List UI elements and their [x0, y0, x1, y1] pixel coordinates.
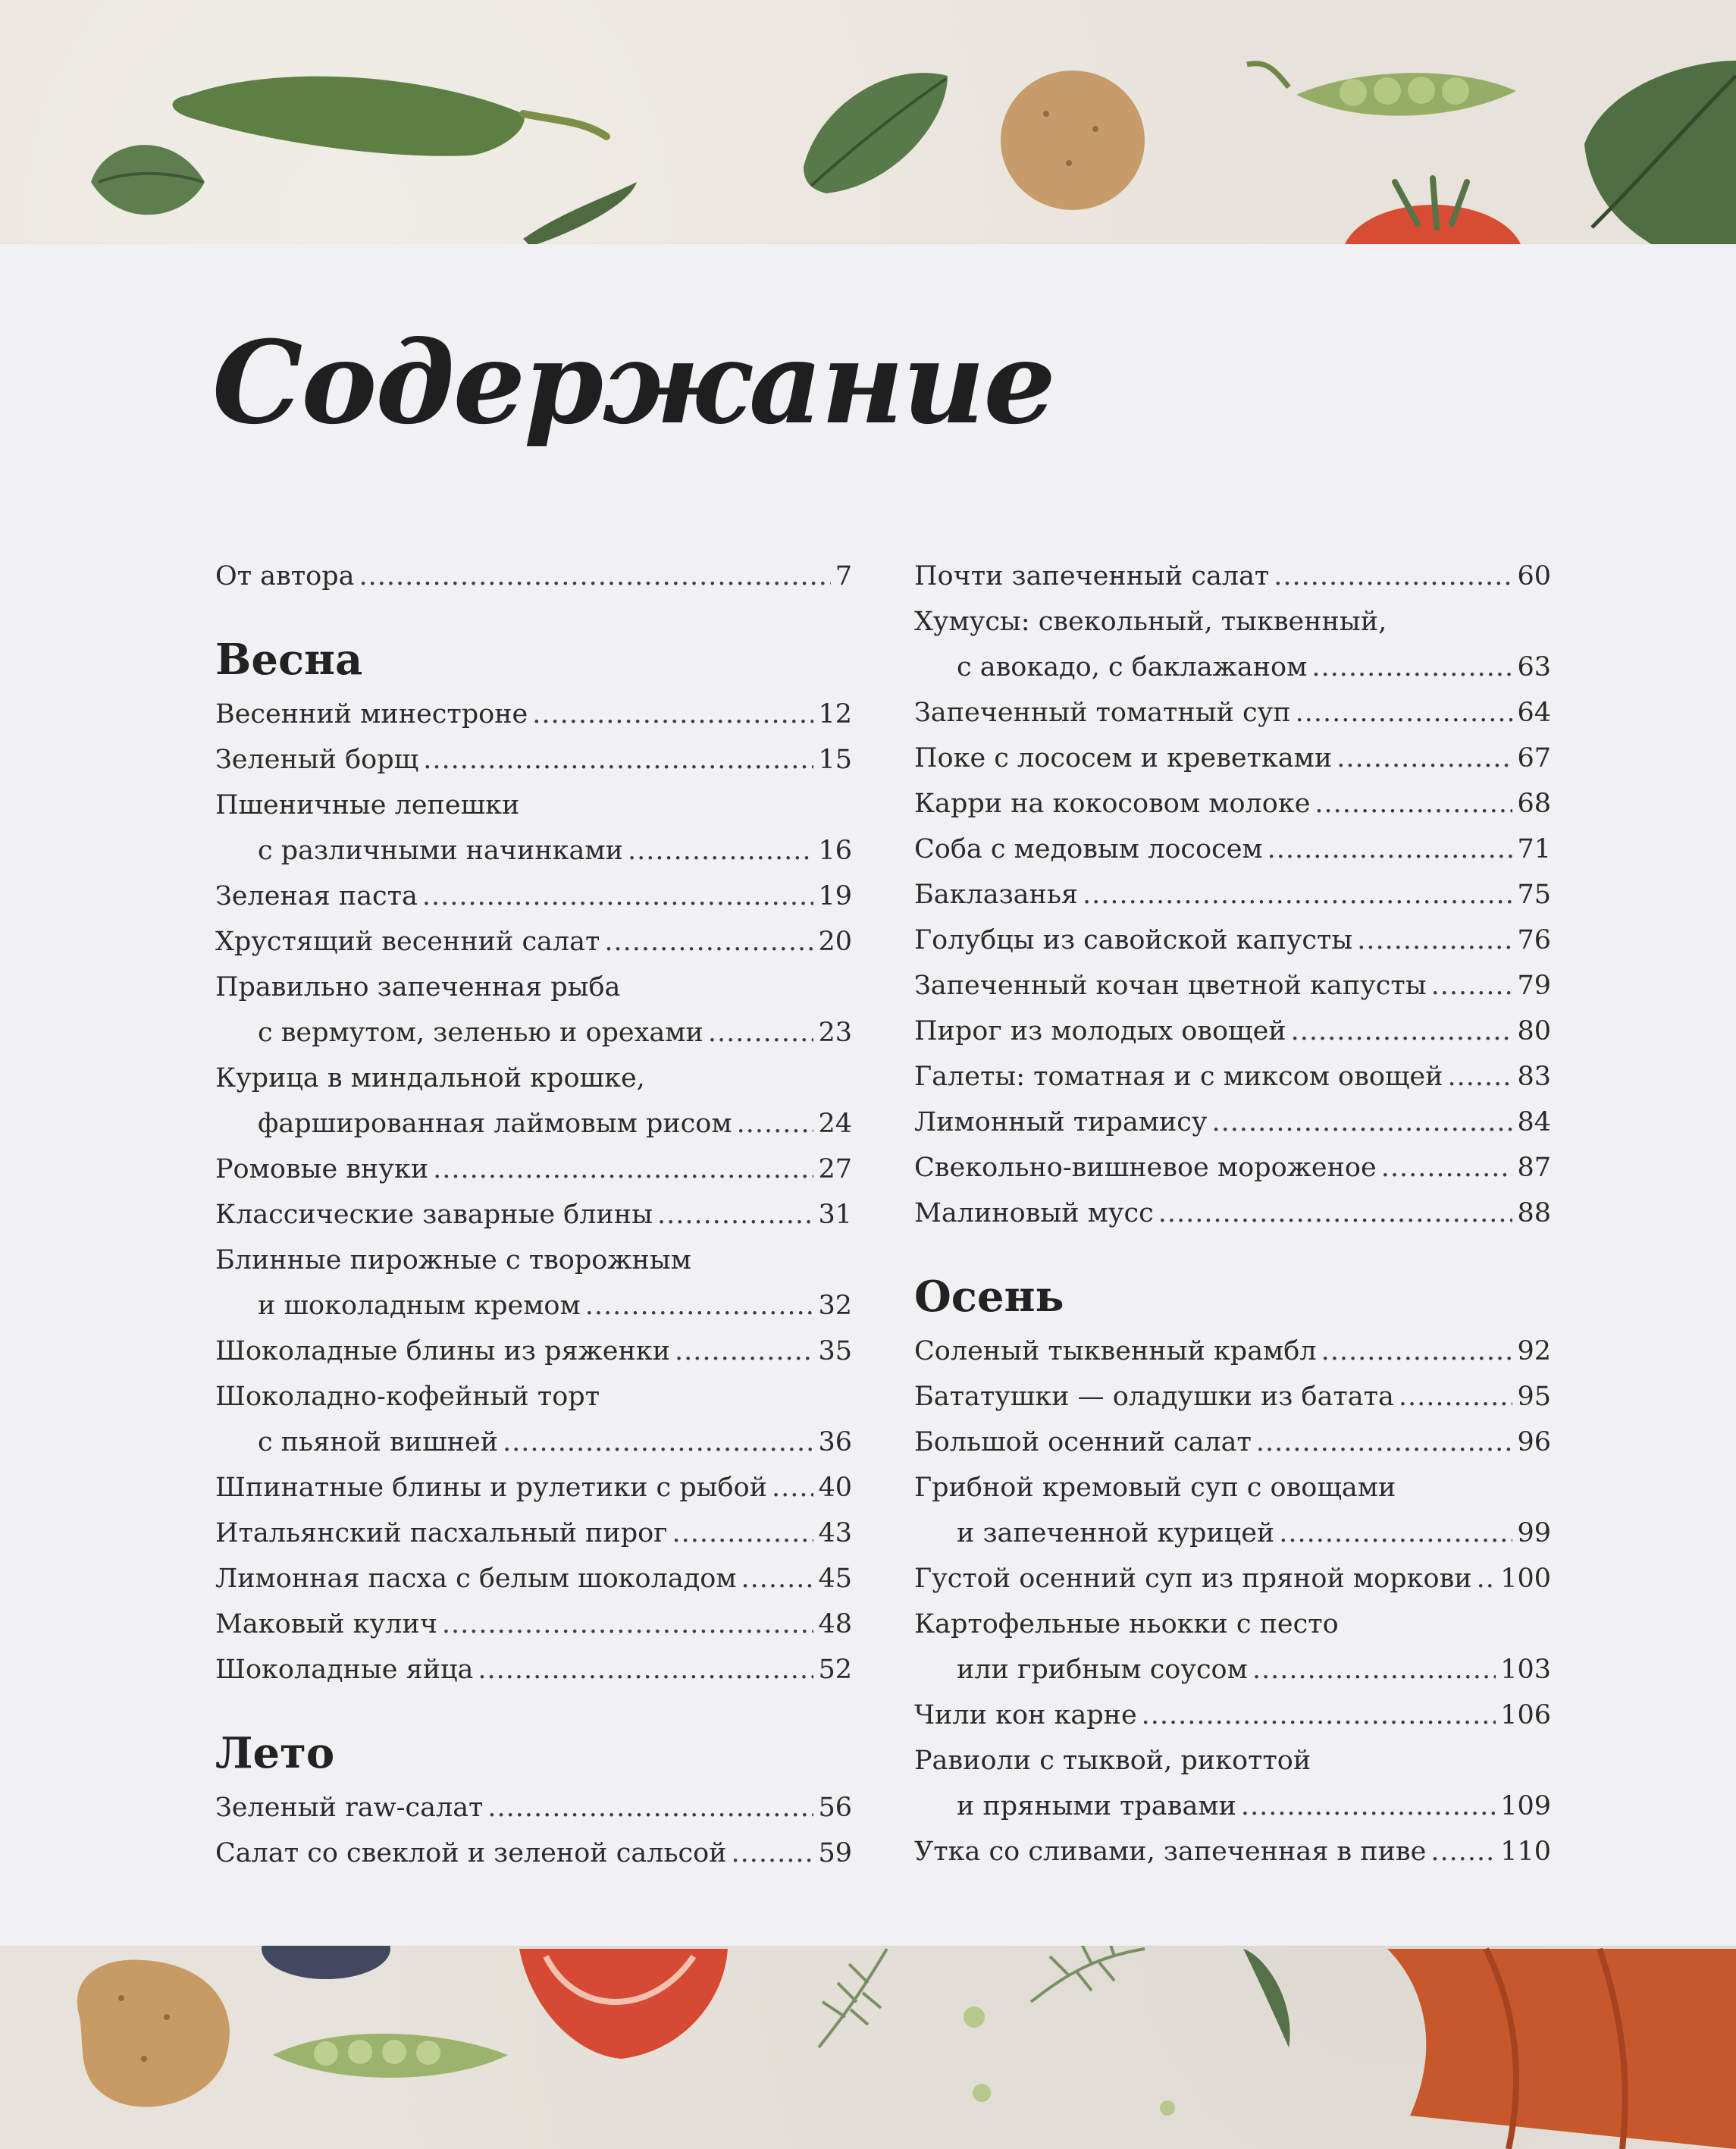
dot-leader	[1291, 1009, 1513, 1054]
toc-entry-line	[914, 1647, 1551, 1693]
page-number: 100	[1500, 1564, 1551, 1594]
toc-entry-line	[215, 1056, 852, 1101]
dot-leader	[741, 1556, 814, 1602]
toc-entry-title: Большой осенний салат	[914, 1427, 1252, 1457]
toc-entry-line	[215, 554, 852, 599]
dot-leader	[1158, 1191, 1513, 1236]
toc-entry-title: Маковый кулич	[215, 1609, 437, 1639]
toc-entry[interactable]	[215, 1147, 852, 1192]
page-number: 27	[818, 1154, 852, 1184]
toc-entry-line	[914, 1329, 1551, 1374]
toc-entry-line	[215, 1511, 852, 1556]
toc-entry-title: От автора	[215, 561, 355, 591]
toc-entry-line	[215, 1602, 852, 1647]
page-number: 31	[818, 1200, 852, 1230]
dot-leader	[708, 1010, 814, 1056]
toc-entry-line	[914, 690, 1551, 736]
dot-leader	[1252, 1647, 1496, 1693]
toc-entry-line	[215, 1329, 852, 1374]
toc-entry-line	[914, 918, 1551, 963]
toc-entry-line	[215, 1101, 852, 1147]
toc-entry-line	[215, 1010, 852, 1056]
toc-entry-title: Зеленая паста	[215, 881, 418, 911]
toc-entry-line	[215, 692, 852, 737]
toc-entry-title: Галеты: томатная и с миксом овощей	[914, 1062, 1443, 1092]
toc-entry-title-line: Равиоли с тыквой, рикоттой	[914, 1746, 1311, 1776]
page-number: 109	[1500, 1791, 1551, 1821]
toc-entry[interactable]	[914, 872, 1551, 918]
page-number: 35	[818, 1336, 852, 1366]
dot-leader	[1279, 1511, 1512, 1556]
toc-entry-line	[914, 736, 1551, 781]
toc-entry-line	[914, 1465, 1551, 1511]
toc-entry[interactable]	[914, 1054, 1551, 1100]
toc-entry[interactable]	[215, 1056, 852, 1147]
toc-entry-line	[914, 1784, 1551, 1829]
page-number: 67	[1517, 743, 1551, 773]
toc-entry[interactable]	[215, 737, 852, 783]
page-number: 45	[818, 1564, 852, 1594]
toc-entry-title: фаршированная лаймовым рисом	[258, 1109, 732, 1139]
toc-entry[interactable]	[215, 1192, 852, 1238]
dot-leader	[1311, 645, 1512, 690]
toc-entry[interactable]	[914, 1829, 1551, 1874]
green-bean-icon	[523, 182, 637, 246]
toc-entry-line	[914, 1374, 1551, 1420]
toc-entry-title: с авокадо, с баклажаном	[957, 652, 1308, 682]
page-number: 12	[818, 699, 852, 729]
dot-leader	[422, 874, 814, 919]
page-number: 43	[818, 1518, 852, 1548]
section-title: Осень	[914, 1272, 1064, 1322]
toc-entry-title-line: Блинные пирожные с творожным	[215, 1245, 691, 1275]
toc-entry[interactable]	[215, 692, 852, 737]
toc-entry[interactable]	[914, 1374, 1551, 1420]
dot-leader	[657, 1192, 813, 1238]
toc-entry-line	[914, 1693, 1551, 1738]
toc-entry-title-line: Грибной кремовый суп с овощами	[914, 1473, 1396, 1503]
toc-entry-line	[914, 1054, 1551, 1100]
toc-entry-title: с различными начинками	[258, 836, 623, 866]
toc-entry[interactable]	[914, 1556, 1551, 1602]
toc-entry-line	[914, 1738, 1551, 1784]
toc-entry[interactable]	[215, 783, 852, 874]
dot-leader	[1315, 781, 1512, 827]
page-number: 83	[1517, 1062, 1551, 1092]
toc-entry-title: Бататушки — оладушки из батата	[914, 1382, 1394, 1412]
dot-leader	[672, 1511, 814, 1556]
dot-leader	[1430, 1829, 1496, 1874]
dot-leader	[1357, 918, 1512, 963]
page-number: 84	[1517, 1107, 1551, 1137]
toc-entry-title: Итальянский пасхальный пирог	[215, 1518, 668, 1548]
toc-entry[interactable]	[215, 1831, 852, 1876]
page-title: Содержание	[212, 316, 1054, 450]
toc-entry-line	[215, 919, 852, 965]
toc-entry-line	[914, 1191, 1551, 1236]
toc-entry-line	[215, 828, 852, 874]
toc-entry-line	[914, 645, 1551, 690]
toc-entry-title: или грибным соусом	[957, 1655, 1248, 1685]
toc-entry-line	[914, 1602, 1551, 1647]
dot-leader	[359, 554, 830, 599]
page-number: 32	[818, 1291, 852, 1321]
spinach-leaf-icon	[91, 145, 205, 215]
toc-entry-title: Соленый тыквенный крамбл	[914, 1336, 1317, 1366]
toc-entry-title: Почти запеченный салат	[914, 561, 1270, 591]
dot-leader	[478, 1647, 813, 1693]
page-number: 24	[818, 1109, 852, 1139]
toc-entry[interactable]	[914, 1009, 1551, 1054]
page-number: 15	[818, 745, 852, 775]
page-number: 16	[818, 836, 852, 866]
toc-entry-line	[914, 1100, 1551, 1145]
dot-leader	[628, 828, 814, 874]
toc-entry[interactable]	[914, 736, 1551, 781]
toc-entry-title: Поке с лососем и креветками	[914, 743, 1333, 773]
toc-entry[interactable]	[914, 599, 1551, 690]
tomato-icon	[519, 1949, 728, 2059]
toc-entry[interactable]	[914, 1465, 1551, 1556]
toc-entry[interactable]	[215, 1602, 852, 1647]
section-title: Лето	[215, 1728, 335, 1778]
page-number: 60	[1517, 561, 1551, 591]
potato-icon	[77, 1959, 230, 2107]
toc-entry-title-line: Правильно запеченная рыба	[215, 972, 621, 1002]
toc-entry-title: Шпинатные блины и рулетики с рыбой	[215, 1473, 767, 1503]
page-number: 71	[1517, 834, 1551, 864]
page-number: 64	[1517, 698, 1551, 728]
toc-entry[interactable]	[215, 1238, 852, 1329]
toc-entry-line	[914, 1556, 1551, 1602]
toc-entry-title-line: Пшеничные лепешки	[215, 790, 520, 820]
toc-entry[interactable]	[914, 1602, 1551, 1693]
toc-entry-line	[215, 1420, 852, 1465]
dot-leader	[1256, 1420, 1513, 1465]
toc-entry[interactable]	[215, 554, 852, 599]
dot-leader	[675, 1329, 813, 1374]
page-number: 7	[835, 561, 852, 591]
toc-entry[interactable]	[914, 781, 1551, 827]
toc-entry-line	[215, 1192, 852, 1238]
dot-leader	[1296, 690, 1513, 736]
toc-entry-title: Шоколадные блины из ряженки	[215, 1336, 671, 1366]
toc-entry-title-line: Курица в миндальной крошке,	[215, 1063, 645, 1093]
toc-entry[interactable]	[914, 1100, 1551, 1145]
pea-pod-icon	[1247, 64, 1516, 116]
toc-entry-line	[215, 783, 852, 828]
toc-entry-title: Пирог из молодых овощей	[914, 1016, 1286, 1046]
toc-entry-line	[914, 963, 1551, 1009]
toc-entry-title: и шоколадным кремом	[258, 1291, 581, 1321]
toc-entry-title: Чили кон карне	[914, 1700, 1137, 1730]
toc-entry-line	[215, 965, 852, 1010]
toc-entry-line	[215, 1647, 852, 1693]
toc-entry-line	[914, 872, 1551, 918]
toc-entry-line	[215, 1147, 852, 1192]
toc-entry[interactable]	[914, 690, 1551, 736]
dot-leader	[1274, 554, 1512, 599]
page-number: 59	[818, 1838, 852, 1868]
toc-entry-line	[914, 554, 1551, 599]
toc-entry[interactable]	[914, 1329, 1551, 1374]
toc-entry[interactable]	[914, 1738, 1551, 1829]
spinach-leaf-icon	[1584, 61, 1736, 273]
toc-entry-line	[914, 1829, 1551, 1874]
page-number: 96	[1517, 1427, 1551, 1457]
toc-entry-title: Зеленый raw-салат	[215, 1793, 484, 1823]
dot-leader	[1321, 1329, 1513, 1374]
toc-entry-title-line: Хумусы: свекольный, тыквенный,	[914, 607, 1387, 637]
dot-leader	[442, 1602, 814, 1647]
toc-entry-line	[215, 1785, 852, 1831]
page-number: 75	[1517, 880, 1551, 910]
dot-leader	[737, 1101, 814, 1147]
toc-entry-title: Запеченный кочан цветной капусты	[914, 971, 1427, 1001]
page-number: 36	[818, 1427, 852, 1457]
toc-entry-title: Густой осенний суп из пряной моркови	[914, 1564, 1472, 1594]
page-number: 19	[818, 881, 852, 911]
toc-entry-title: с вермутом, зеленью и орехами	[258, 1018, 703, 1048]
dot-leader	[585, 1283, 814, 1329]
toc-entry-line	[914, 781, 1551, 827]
toc-entry-line	[215, 874, 852, 919]
dot-leader	[503, 1420, 813, 1465]
dot-leader	[732, 1831, 814, 1876]
toc-left-column	[215, 554, 852, 1876]
toc-entry[interactable]	[914, 1693, 1551, 1738]
toc-entry[interactable]	[215, 1465, 852, 1511]
toc-entry-line	[914, 1511, 1551, 1556]
page-number: 56	[818, 1793, 852, 1823]
page-number: 68	[1517, 789, 1551, 819]
toc-entry-line	[215, 737, 852, 783]
page-number: 88	[1517, 1198, 1551, 1228]
page-number: 80	[1517, 1016, 1551, 1046]
page-number: 23	[818, 1018, 852, 1048]
dot-leader	[487, 1785, 813, 1831]
toc-entry-title: Ромовые внуки	[215, 1154, 429, 1184]
toc-entry-title: Весенний минестроне	[215, 699, 528, 729]
page-number: 63	[1517, 652, 1551, 682]
dot-leader	[1431, 963, 1513, 1009]
toc-entry[interactable]	[215, 965, 852, 1056]
toc-entry[interactable]	[215, 1329, 852, 1374]
toc-entry-line	[215, 1831, 852, 1876]
dot-leader	[423, 737, 813, 783]
toc-entry[interactable]	[215, 874, 852, 919]
toc-entry[interactable]	[914, 827, 1551, 872]
toc-entry-title: Салат со свеклой и зеленой сальсой	[215, 1838, 727, 1868]
dot-leader	[1336, 736, 1512, 781]
dot-leader	[1142, 1693, 1496, 1738]
toc-entry-line	[914, 599, 1551, 645]
toc-entry-title-line: Картофельные ньокки с песто	[914, 1609, 1339, 1639]
toc-entry-title: Соба с медовым лососем	[914, 834, 1263, 864]
page-number: 52	[818, 1655, 852, 1685]
toc-entry-title: Лимонный тирамису	[914, 1107, 1208, 1137]
pea-icon	[964, 2006, 1175, 2116]
toc-entry-line	[914, 1420, 1551, 1465]
dot-leader	[1381, 1145, 1513, 1191]
page-number: 95	[1517, 1382, 1551, 1412]
toc-entry-title: Лимонная пасха с белым шоколадом	[215, 1564, 737, 1594]
dot-leader	[1241, 1784, 1496, 1829]
toc-entry-line	[215, 1465, 852, 1511]
dot-leader	[604, 919, 813, 965]
toc-entry[interactable]	[914, 918, 1551, 963]
dot-leader	[532, 692, 813, 737]
toc-entry-title: и запеченной курицей	[957, 1518, 1275, 1548]
toc-entry-title: Свекольно-вишневое мороженое	[914, 1153, 1377, 1183]
section-title: Весна	[215, 635, 363, 685]
dot-leader	[1268, 827, 1513, 872]
page-number: 110	[1500, 1837, 1551, 1867]
dot-leader	[433, 1147, 813, 1192]
dot-leader	[1477, 1556, 1496, 1602]
toc-entry[interactable]	[914, 554, 1551, 599]
page-number: 87	[1517, 1153, 1551, 1183]
pea-pod-icon	[273, 2034, 508, 2078]
toc-entry-title: Малиновый мусс	[914, 1198, 1154, 1228]
toc-entry-title: Зеленый борщ	[215, 745, 419, 775]
toc-entry[interactable]	[215, 1556, 852, 1602]
toc-entry-title: Запеченный томатный суп	[914, 698, 1291, 728]
page-number: 103	[1500, 1655, 1551, 1685]
green-pepper-icon	[173, 77, 607, 156]
toc-entry[interactable]	[215, 1647, 852, 1693]
page-number: 76	[1517, 925, 1551, 955]
green-bean-icon	[1243, 1949, 1290, 2047]
toc-entry[interactable]	[215, 1785, 852, 1831]
toc-entry-title: с пьяной вишней	[258, 1427, 498, 1457]
toc-entry-line	[914, 1009, 1551, 1054]
toc-entry-title: Голубцы из савойской капусты	[914, 925, 1353, 955]
herb-sprig-icon	[819, 1934, 1145, 2047]
toc-entry-line	[215, 1238, 852, 1283]
toc-entry-title: Карри на кокосовом молоке	[914, 789, 1311, 819]
page-number: 40	[818, 1473, 852, 1503]
page-number: 20	[818, 927, 852, 957]
dot-leader	[1083, 872, 1512, 918]
pumpkin-icon	[1387, 1949, 1736, 2149]
toc-entry[interactable]	[914, 1145, 1551, 1191]
toc-entry-line	[215, 1556, 852, 1602]
page-number: 92	[1517, 1336, 1551, 1366]
toc-entry-title: Шоколадные яйца	[215, 1655, 474, 1685]
page-number: 106	[1500, 1700, 1551, 1730]
dot-leader	[1447, 1054, 1512, 1100]
toc-entry-line	[215, 1283, 852, 1329]
dot-leader	[772, 1465, 813, 1511]
page-number: 99	[1517, 1518, 1551, 1548]
toc-entry[interactable]	[215, 919, 852, 965]
toc-entry-line	[914, 827, 1551, 872]
toc-entry[interactable]	[914, 1191, 1551, 1236]
toc-entry-line	[215, 1374, 852, 1420]
page-number: 48	[818, 1609, 852, 1639]
toc-entry-title: Хрустящий весенний салат	[215, 927, 600, 957]
dot-leader	[1212, 1100, 1513, 1145]
dot-leader	[1399, 1374, 1513, 1420]
potato-icon	[1001, 71, 1145, 210]
page-number: 79	[1517, 971, 1551, 1001]
toc-entry-title: Баклазанья	[914, 880, 1078, 910]
toc-entry-title: Классические заварные блины	[215, 1200, 653, 1230]
toc-right-column	[914, 554, 1551, 1874]
spinach-leaf-icon	[804, 73, 948, 193]
toc-entry-line	[914, 1145, 1551, 1191]
toc-entry-title-line: Шоколадно-кофейный торт	[215, 1382, 600, 1412]
toc-entry[interactable]	[215, 1511, 852, 1556]
toc-entry-title: Утка со сливами, запеченная в пиве	[914, 1837, 1427, 1867]
toc-entry[interactable]	[914, 1420, 1551, 1465]
toc-entry[interactable]	[914, 963, 1551, 1009]
toc-entry-title: и пряными травами	[957, 1791, 1236, 1821]
toc-entry[interactable]	[215, 1374, 852, 1465]
